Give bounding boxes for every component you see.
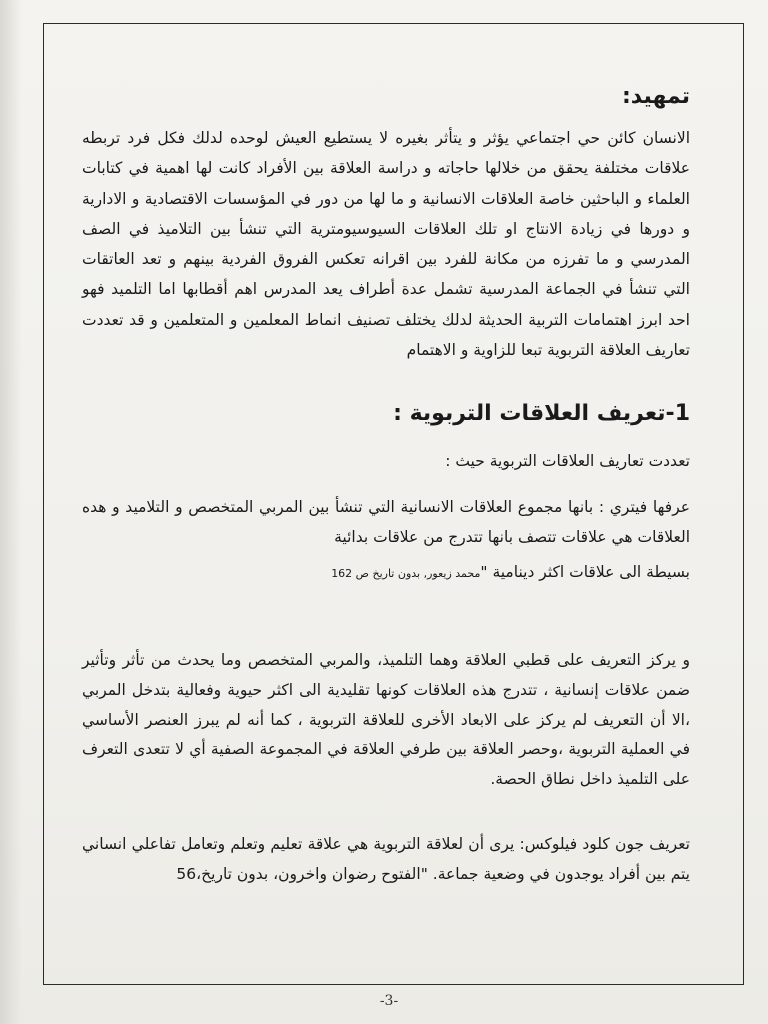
section-heading: 1-تعريف العلاقات التربوية : (393, 401, 690, 426)
definition-vitry-end-text: بسيطة الى علاقات اكثر دينامية " (480, 563, 690, 581)
page-edge-shadow (0, 0, 22, 1024)
section-intro-line: تعددت تعاريف العلاقات التربوية حيث : (445, 452, 690, 470)
intro-heading: تمهيد: (621, 84, 690, 109)
commentary-paragraph: و يركز التعريف على قطبي العلاقة وهما التلميذ، والمربي المتخصص وما يحدث من تأثر وتأثير ضمن علاقات إنسانية ، تتدرج هذه العلاقات كونها تقليدية الى اكثر حيوية وفعالية بتدخل المربي ،الا أن التعريف لم يركز على الابعاد الأخرى للعلاقة التربوية ، كما أنه لم يبرز العنصر الأساسي في العملية التربوية ،وحصر العلاقة بين طرفي العلاقة في المجموعة الصفية أي لا تتعدى التعرف على التلميذ داخل نطاق الحصة. (82, 651, 690, 789)
definition-vitry-end (331, 563, 690, 581)
definition-vitry: عرفها فيتري : بانها مجموع العلاقات الانسانية التي تنشأ بين المربي المتخصص و التلاميد و هده العلاقات هي علاقات تتصف بانها تتدرج من علاقات بدائية (82, 498, 690, 547)
definition-filloux: تعريف جون كلود فيلوكس: يرى أن لعلاقة التربوية هي علاقة تعليم وتعلم وتعامل تفاعلي انساني يتم بين أفراد يوجدون في وضعية جماعة. "الفتوح رضوان واخرون، بدون تاريخ،56 (82, 835, 690, 883)
page-number: -3- (379, 993, 399, 1009)
citation-reference: محمد زيعور, بدون تاريخ ص 162 (331, 567, 481, 580)
intro-paragraph: الانسان كائن حي اجتماعي يؤثر و يتأثر بغيره لا يستطيع العيش لوحده لدلك فكل فرد تربطه علاقات مختلفة يحقق من خلالها حاجاته و دراسة العلاقة بين الأفراد كانت لها اهمية في كتابات العلماء و الباحثين خاصة العلاقات الانسانية و ما لها من دور في المؤسسات الاقتصادية و الادارية و دورها في زيادة الانتاج او تلك العلاقات السيوسيومترية التي تنشأ بين التلاميذ في الصف المدرسي و ما تفرزه من مكانة للفرد بين اقرانه تعكس الفروق الفردية بينهم و تعد العاتقات التي تنشأ في الجماعة المدرسية تشمل عدة أطراف يعد المدرس اهم أقطابها اما التلميد فهو احد ابرز اهتمامات التربية الحديثة لدلك يختلف تصنيف انماط المعلمين و المتعلمين و قد تعددت تعاريف العلاقة التربوية تبعا للزاوية و الاهتمام (82, 129, 690, 360)
